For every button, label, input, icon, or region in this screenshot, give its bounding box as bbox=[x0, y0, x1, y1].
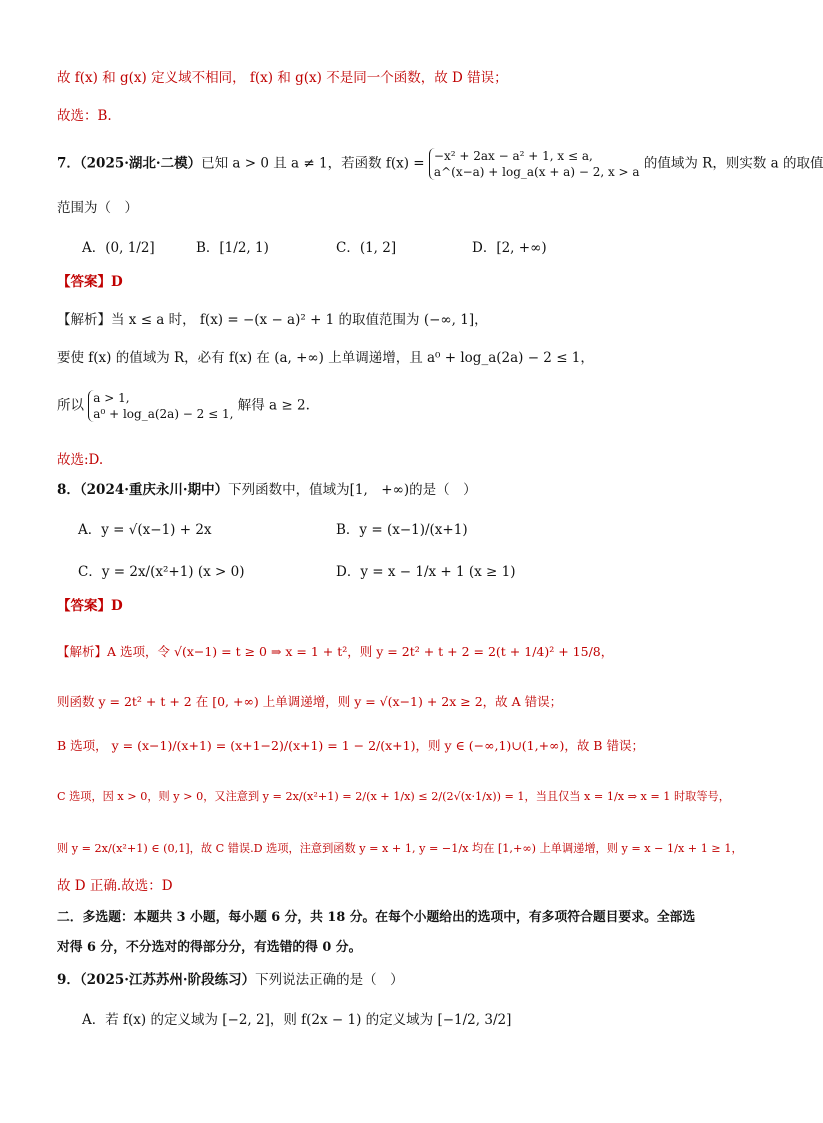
question-stem: 下列函数中，值域为[1, +∞)的是（ ） bbox=[228, 482, 477, 498]
explanation-line: 则函数 y = 2t² + t + 2 在 [0, +∞) 上单调递增，则 y = √(x−1) + 2x ≥ 2，故 A 错误； bbox=[57, 694, 563, 709]
explanation-line: 故 f(x) 和 g(x) 定义域不相同， f(x) 和 g(x) 不是同一个函数，故 D 错误； bbox=[57, 70, 508, 86]
question-8 bbox=[57, 482, 754, 498]
explanation-line: B 选项， y = (x−1)/(x+1) = (x+1−2)/(x+1) = 1 − 2/(x+1)，则 y ∈ (−∞,1)∪(1,+∞)，故 B 错误； bbox=[57, 738, 644, 753]
answer-choice-line: 故选:D. bbox=[57, 452, 104, 468]
option-b: B．y = (x−1)/(x+1) bbox=[336, 522, 468, 538]
question-stem: 下列说法正确的是（ ） bbox=[255, 972, 404, 988]
section-heading: 二．多选题：本题共 3 小题，每小题 6 分，共 18 分。在每个小题给出的选项中，有多项符合题目要求。全部选 bbox=[57, 910, 696, 925]
answer-label: 【答案】D bbox=[57, 598, 123, 614]
question-number: 7． bbox=[57, 155, 80, 172]
question-9 bbox=[57, 972, 754, 988]
inequality-system bbox=[88, 390, 233, 422]
explanation-line: 【解析】A 选项，令 √(x−1) = t ≥ 0 ⇒ x = 1 + t²，则 y = 2t² + t + 2 = 2(t + 1/4)² + 15/8， bbox=[57, 644, 614, 659]
question-number: 8． bbox=[57, 482, 80, 498]
question-stem-tail: 的值域为 R，则实数 a 的取值 bbox=[643, 155, 823, 172]
option-c: C．(1, 2] bbox=[336, 240, 397, 256]
explanation-line: 【解析】当 x ≤ a 时， f(x) = −(x − a)² + 1 的取值范围为 (−∞, 1]， bbox=[57, 312, 488, 328]
question-stem-cont: 范围为（ ） bbox=[57, 200, 138, 216]
question-number: 9． bbox=[57, 972, 80, 988]
inequality-1: a > 1, bbox=[93, 391, 130, 405]
answer-choice-line: 故选：B. bbox=[57, 108, 112, 124]
option-c: C．y = 2x/(x²+1) (x > 0) bbox=[78, 564, 245, 580]
question-stem: 已知 a > 0 且 a ≠ 1，若函数 f(x) = bbox=[201, 155, 425, 172]
explanation-text: 解得 a ≥ 2. bbox=[237, 397, 310, 414]
piecewise-function bbox=[429, 148, 640, 180]
question-source: （2025·湖北·二模） bbox=[79, 155, 202, 172]
option-a: A．若 f(x) 的定义域为 [−2, 2]，则 f(2x − 1) 的定义域为 [−1/2, 3/2] bbox=[82, 1012, 512, 1028]
piece-1: −x² + 2ax − a² + 1, x ≤ a, bbox=[433, 149, 593, 163]
option-d: D．y = x − 1/x + 1 (x ≥ 1) bbox=[336, 564, 516, 580]
option-a: A．(0, 1/2] bbox=[82, 240, 155, 256]
option-d: D．[2, +∞) bbox=[472, 240, 547, 256]
inequality-2: a⁰ + log_a(2a) − 2 ≤ 1, bbox=[93, 407, 234, 422]
explanation-line: 要使 f(x) 的值域为 R，必有 f(x) 在 (a, +∞) 上单调递增，且 a⁰ + log_a(2a) − 2 ≤ 1， bbox=[57, 350, 594, 366]
explanation-system bbox=[57, 390, 754, 422]
question-7 bbox=[57, 148, 823, 180]
answer-label: 【答案】D bbox=[57, 274, 123, 290]
explanation-text: 所以 bbox=[57, 397, 84, 414]
explanation-line: C 选项，因 x > 0，则 y > 0，又注意到 y = 2x/(x²+1) = 2/(x + 1/x) ≤ 2/(2√(x·1/x)) = 1，当且仅当 x = 1/x ⇒ x = 1 时取等号， bbox=[57, 790, 730, 803]
explanation-line: 则 y = 2x/(x²+1) ∈ (0,1]，故 C 错误.D 选项，注意到函数 y = x + 1, y = −1/x 均在 [1,+∞) 上单调递增，则 y = x − 1/x + 1 ≥ 1， bbox=[57, 842, 743, 855]
section-heading-cont: 对得 6 分，不分选对的得部分分，有选错的得 0 分。 bbox=[57, 940, 362, 955]
piece-2: a^(x−a) + log_a(x + a) − 2, x > a bbox=[433, 165, 640, 180]
option-b: B．[1/2, 1) bbox=[196, 240, 269, 256]
question-source: （2025·江苏苏州·阶段练习） bbox=[79, 972, 256, 988]
question-source: （2024·重庆永川·期中） bbox=[79, 482, 229, 498]
option-a: A．y = √(x−1) + 2x bbox=[78, 522, 212, 538]
explanation-line: 故 D 正确.故选：D bbox=[57, 878, 173, 894]
